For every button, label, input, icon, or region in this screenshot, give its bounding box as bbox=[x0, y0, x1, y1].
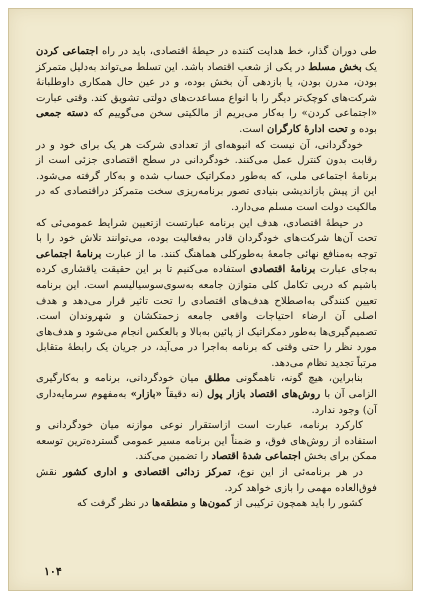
text-run: را تضمین می‌کند. bbox=[135, 451, 212, 463]
bold-phrase: مطلق bbox=[204, 372, 231, 385]
text-run: در یکی از شعب اقتصاد باشد. این تسلط می‌تواند به‌دلیل متمرکز بودن، مدرن بودن، یا بازدهی آن بخش بوده، و در عین حال همکاری داوطلبانهٔ شرکت‌های کوچک‌تر دیگر را با انواع مساعدت‌های دولتی تشویق کند. وقتی عبارت «اجتماعی کردن» را به‌کار می‌بریم از مالکیتی سخن می‌گوییم که bbox=[36, 61, 378, 120]
page-number: ۱۰۴ bbox=[44, 565, 62, 578]
text-run: کارکرد برنامه، عبارت است ازاستقرار نوعی موازنه میان خودگردانی و استفاده از روش‌های فوق، و ضمناً این برنامه مسیر عمومی گسترده‌ترین توسعه ممکن برای بخش bbox=[36, 420, 377, 463]
bold-phrase: روش‌های اقتصاد بازار پول bbox=[207, 388, 321, 401]
bold-phrase: منطقه‌ها bbox=[151, 497, 188, 510]
text-run: (نه دقیقاً bbox=[161, 389, 208, 401]
text-run: طی دوران گذار، خط هدایت کننده در حیطهٔ اقتصادی، باید در راه bbox=[98, 46, 377, 57]
bold-phrase: اجتماعی شدهٔ اقتصاد bbox=[211, 450, 301, 463]
text-run: است. bbox=[239, 123, 267, 135]
text-run: در هر برنامه‌ئی از این نوع، bbox=[230, 467, 363, 479]
text-run: بوده و bbox=[347, 123, 377, 135]
text-run: خودگردانی، آن نیست که انبوهه‌ای از تعدادی شرکت هر یک برای خود و در رقابت بدون کنترل عمل می‌کنند. خودگردانی در سطح اقتصادی جزئی است از برنامهٔ اجتماعی ملی، که به‌طور دمکراتیک حساب شده و به‌کار گرفته می‌شود. این از پیش بازاندیشی بنیادی تصور برنامه‌ریزی سخت متمرکز دراقتصادی که در مالکیت دولت است مسلم می‌دارد. bbox=[36, 139, 377, 213]
bold-phrase: تمرکز زدائی اقتصادی و اداری کشور bbox=[63, 466, 231, 479]
paragraph bbox=[36, 371, 377, 418]
bold-phrase: «بازار» bbox=[130, 388, 162, 401]
paragraph bbox=[36, 465, 377, 496]
text-run: یک bbox=[361, 61, 377, 73]
text-run: به‌مفهوم سرمایه‌داری آن) وجود ندارد. bbox=[36, 389, 377, 416]
text-run: نقش فوق‌العاده مهمی را بازی خواهد کرد. bbox=[36, 467, 377, 494]
bold-phrase: اجتماعی کردن bbox=[36, 45, 99, 57]
paragraph bbox=[36, 418, 377, 465]
paragraph bbox=[36, 44, 377, 138]
bold-phrase: کمون‌ها bbox=[199, 497, 232, 510]
paragraph bbox=[36, 138, 377, 216]
bold-phrase: تحت ادارهٔ کارگران bbox=[267, 122, 348, 135]
text-run: کشور را باید همچون ترکیبی از bbox=[231, 498, 363, 510]
text-run: در نظر گرفت که bbox=[77, 498, 152, 510]
text-run: بنابراین، هیچ گونه، ناهمگونی bbox=[230, 373, 363, 385]
page-body-text bbox=[36, 44, 377, 512]
text-run: در حیطهٔ اقتصادی، هدف این برنامه عبارتست ازتعیین شرایط عمومی‌ئی که تحت آن‌ها شرکت‌های خودگردان قادر به‌فعالیت بوده، می‌توانند تلاش خود را با توجه به‌منافع نهائی جامعهٔ به‌طورکلی هماهنگ کنند. ما از عبارت bbox=[36, 217, 377, 260]
paragraph bbox=[36, 496, 377, 512]
text-run: و bbox=[187, 498, 200, 510]
bold-phrase: برنامهٔ اقتصادی bbox=[250, 263, 316, 276]
bold-phrase: برنامهٔ اجتماعی bbox=[36, 247, 102, 260]
bold-phrase: دسته جمعی bbox=[36, 107, 89, 120]
book-page bbox=[8, 8, 413, 591]
paragraph bbox=[36, 216, 377, 372]
bold-phrase: بخش مسلط bbox=[308, 60, 362, 73]
text-run: استفاده می‌کنیم تا بر این حقیقت یاقشاری کرده باشیم که دربی تکامل کلی متوازن جامعه به‌سوی‌سوسیالیسم است. این برنامه تعیین کنندگی به‌اصطلاح هدف‌های اقتصادی را تحت تاثیر قرار می‌دهد و هدف اصلی آن ارضاء احتیاجات واقعی جامعه زحمتکشان و شهروندان است. تصمیم‌گیری‌ها به‌طور دمکراتیک از پائین به‌بالا و بالعکس انجام می‌شود و هدف‌های مورد نظر را حتی وقتی که برنامه به‌اجرا در می‌آید، در جریان یک رابطهٔ متقابل مرتباً تجدید نظام می‌دهد. bbox=[36, 264, 377, 369]
text-run: به‌جای عبارت bbox=[315, 264, 377, 276]
text-run: میان خودگردانی، برنامه و به‌کارگیری الزامی آن با bbox=[36, 373, 377, 401]
